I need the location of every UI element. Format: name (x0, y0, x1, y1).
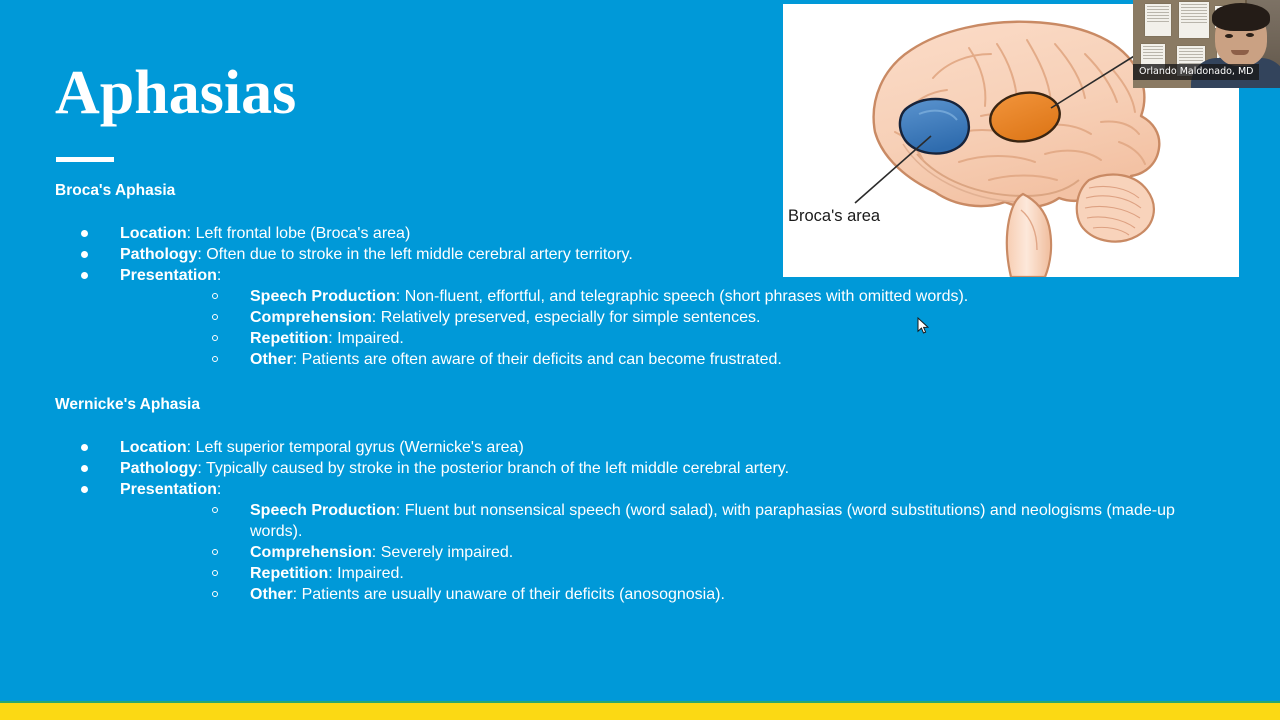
mouse-cursor (917, 317, 929, 335)
sub-bullet-text: : Severely impaired. (371, 544, 514, 561)
list-item (120, 286, 1225, 307)
bullet-dot-icon (81, 465, 88, 472)
bullet-dot-icon (81, 444, 88, 451)
bullet-circle-icon (212, 591, 218, 597)
bullet-dot-icon (81, 230, 88, 237)
bullet-dot-icon (81, 251, 88, 258)
brain-diagram-caption: Broca's area (788, 207, 881, 225)
pinned-paper (1145, 4, 1171, 36)
bullet-text: : (216, 267, 222, 284)
bullet-circle-icon (212, 314, 218, 320)
sub-bullet-list-brocas (120, 286, 1225, 370)
sub-bullet-text: : Impaired. (328, 330, 404, 347)
bullet-text: : Typically caused by stroke in the posterior branch of the left middle cerebral artery. (197, 460, 790, 477)
bullet-circle-icon (212, 549, 218, 555)
list-item (55, 458, 1225, 479)
eye (1246, 33, 1254, 37)
sub-bullet-label: Comprehension (250, 544, 372, 561)
footer-accent-bar (0, 703, 1280, 720)
bullet-text: : Left frontal lobe (Broca's area) (186, 225, 411, 242)
bullet-circle-icon (212, 570, 218, 576)
list-item (120, 542, 1225, 563)
list-item (120, 500, 1225, 542)
participant-hair (1212, 3, 1270, 31)
sub-bullet-text: : Patients are usually unaware of their deficits (anosognosia). (292, 586, 725, 603)
mouth (1231, 50, 1249, 55)
list-item (120, 563, 1225, 584)
list-item (55, 265, 1225, 370)
pinned-paper (1179, 2, 1209, 38)
list-item (120, 307, 1225, 328)
bullet-circle-icon (212, 335, 218, 341)
bullet-circle-icon (212, 356, 218, 362)
spacer (55, 370, 1225, 395)
sub-bullet-label: Other (250, 351, 293, 368)
bullet-text: : Left superior temporal gyrus (Wernicke's area) (186, 439, 524, 456)
sub-bullet-label: Repetition (250, 330, 329, 347)
sub-bullet-label: Other (250, 586, 293, 603)
bullet-circle-icon (212, 293, 218, 299)
sub-bullet-label: Speech Production (250, 502, 396, 519)
bullet-label: Presentation (120, 267, 217, 284)
title-underline-rule (56, 157, 114, 162)
bullet-dot-icon (81, 272, 88, 279)
bullet-list-wernickes (55, 437, 1225, 605)
bullet-label: Location (120, 225, 187, 242)
bullet-dot-icon (81, 486, 88, 493)
list-item (120, 584, 1225, 605)
list-item (120, 349, 1225, 370)
webcam-video-tile[interactable] (1133, 0, 1280, 88)
spacer (55, 415, 1225, 437)
bullet-circle-icon (212, 507, 218, 513)
bullet-text: : (216, 481, 222, 498)
sub-bullet-text: : Relatively preserved, especially for simple sentences. (371, 309, 761, 326)
participant-name-label: Orlando Maldonado, MD (1133, 64, 1259, 80)
page-title: Aphasias (55, 59, 297, 127)
bullet-label: Location (120, 439, 187, 456)
bullet-text: : Often due to stroke in the left middle cerebral artery territory. (197, 246, 633, 263)
sub-bullet-label: Repetition (250, 565, 329, 582)
list-item (55, 479, 1225, 605)
bullet-label: Presentation (120, 481, 217, 498)
sub-bullet-text: : Impaired. (328, 565, 404, 582)
sub-bullet-text: : Patients are often aware of their deficits and can become frustrated. (292, 351, 782, 368)
section-heading-brocas: Broca's Aphasia (55, 182, 176, 199)
list-item (120, 328, 1225, 349)
section-heading-wernickes: Wernicke's Aphasia (55, 396, 200, 413)
bullet-label: Pathology (120, 460, 198, 477)
sub-bullet-label: Speech Production (250, 288, 396, 305)
bullet-label: Pathology (120, 246, 198, 263)
eye (1225, 34, 1233, 38)
list-item (55, 437, 1225, 458)
sub-bullet-list-wernickes (120, 500, 1225, 605)
sub-bullet-text: : Fluent but nonsensical speech (word salad), with paraphasias (word substitutions) and neologisms (made-up words). (250, 502, 1175, 540)
sub-bullet-text: : Non-fluent, effortful, and telegraphic speech (short phrases with omitted words). (395, 288, 969, 305)
sub-bullet-label: Comprehension (250, 309, 372, 326)
